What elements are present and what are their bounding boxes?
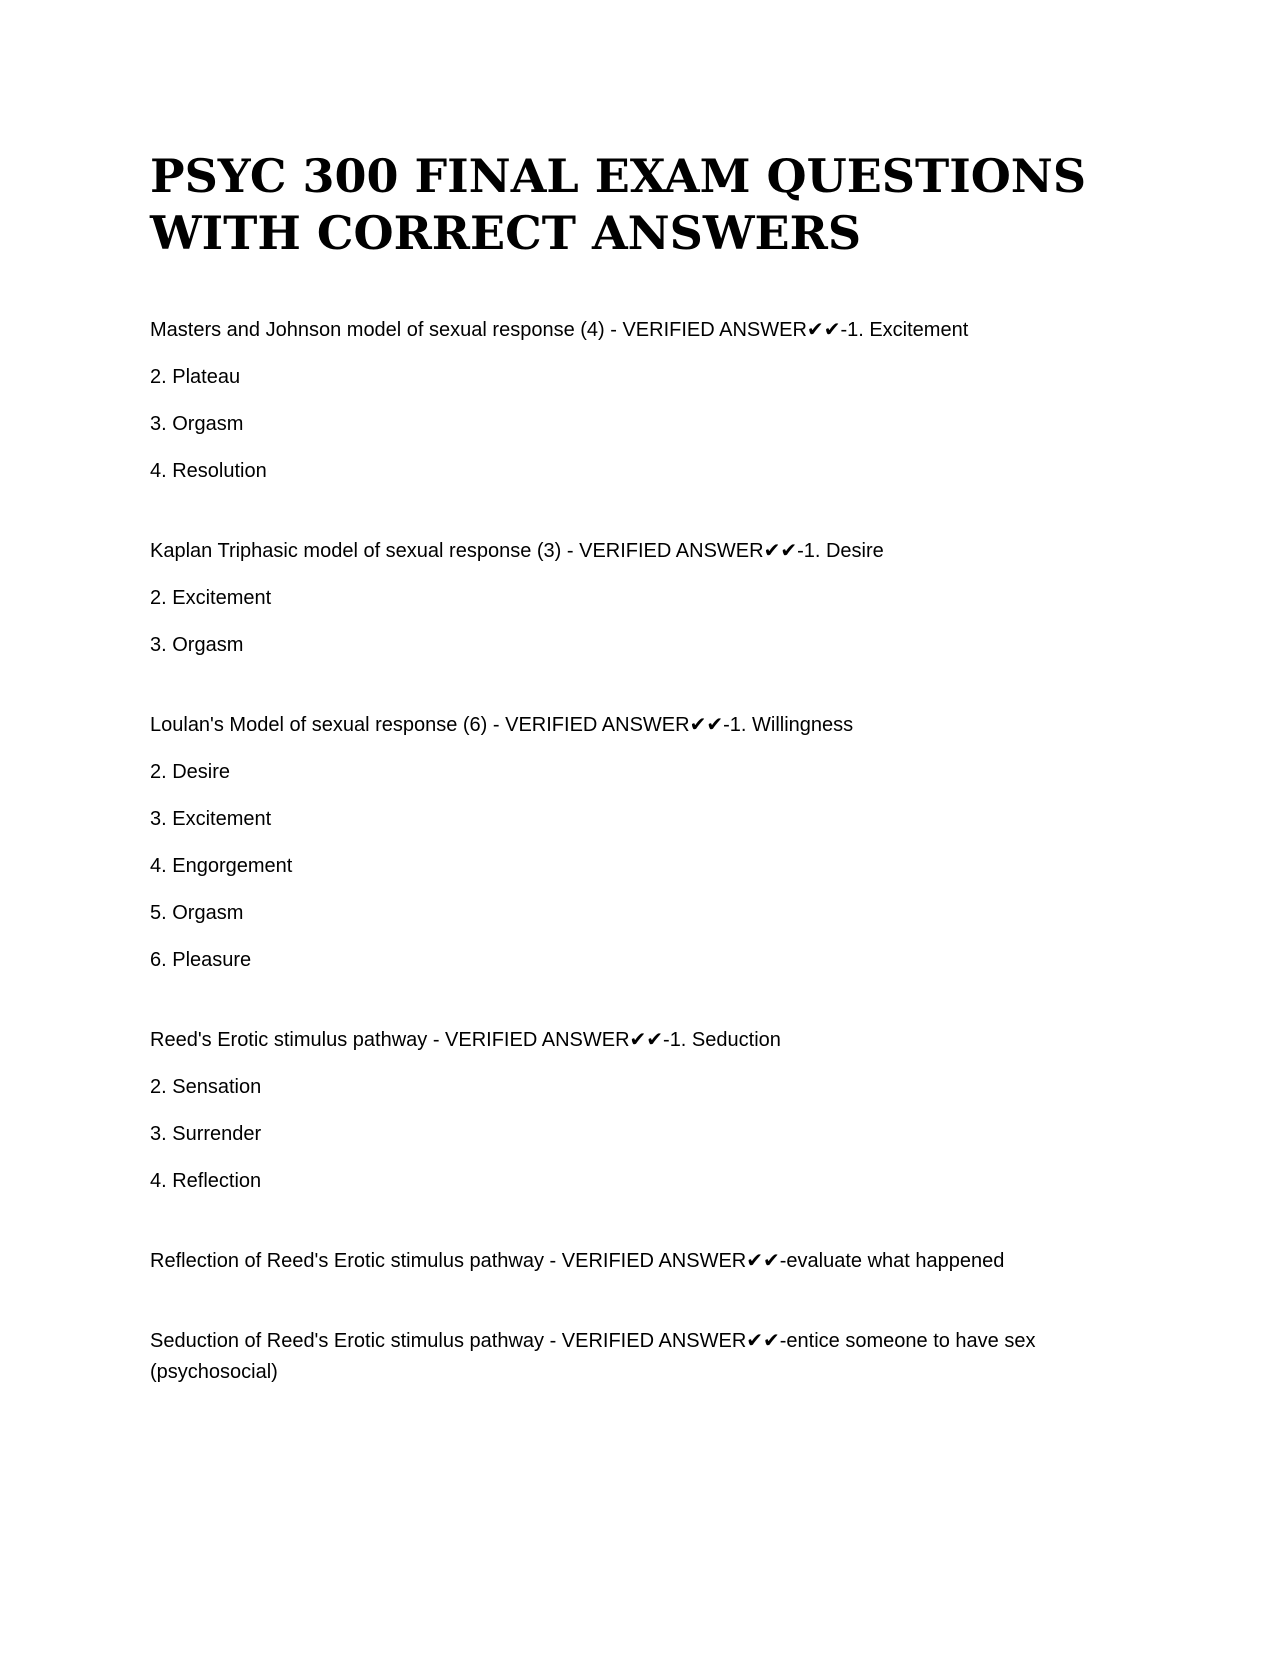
answer-item: 5. Orgasm <box>150 902 244 924</box>
question-text: Seduction of Reed's Erotic stimulus pathway - VERIFIED ANSWER✔✔-entice someone to have sex (psychosocial) <box>150 1330 1036 1383</box>
qa-entry-masters-johnson <box>150 315 1130 487</box>
qa-entry-loulan <box>150 710 1130 976</box>
answer-item: 4. Reflection <box>150 1170 262 1192</box>
qa-entry-seduction <box>150 1326 1130 1388</box>
qa-entry-kaplan <box>150 536 1130 661</box>
title-line: PSYC 300 FINAL EXAM QUESTIONS <box>150 149 1087 203</box>
answer-item: 2. Plateau <box>150 366 241 388</box>
answer-item: 3. Excitement <box>150 808 272 830</box>
question-text: Loulan's Model of sexual response (6) - VERIFIED ANSWER✔✔-1. Willingness <box>150 714 854 736</box>
question-text: Kaplan Triphasic model of sexual response (3) - VERIFIED ANSWER✔✔-1. Desire <box>150 540 884 562</box>
qa-entry-reed-pathway <box>150 1025 1130 1197</box>
answer-item: 2. Sensation <box>150 1076 262 1098</box>
question-text: Reflection of Reed's Erotic stimulus pathway - VERIFIED ANSWER✔✔-evaluate what happened <box>150 1250 1005 1272</box>
title-line: WITH CORRECT ANSWERS <box>150 206 862 260</box>
answer-item: 2. Desire <box>150 761 231 783</box>
answer-item: 4. Engorgement <box>150 855 293 877</box>
document-title <box>150 148 1130 262</box>
answer-item: 4. Resolution <box>150 460 267 482</box>
document-page <box>150 148 1130 1437</box>
answer-item: 6. Pleasure <box>150 949 252 971</box>
answer-item: 3. Orgasm <box>150 413 244 435</box>
answer-item: 3. Surrender <box>150 1123 262 1145</box>
answer-item: 3. Orgasm <box>150 634 244 656</box>
answer-item: 2. Excitement <box>150 587 272 609</box>
qa-entry-reflection <box>150 1246 1130 1277</box>
question-text: Masters and Johnson model of sexual response (4) - VERIFIED ANSWER✔✔-1. Excitement <box>150 319 969 341</box>
question-text: Reed's Erotic stimulus pathway - VERIFIED ANSWER✔✔-1. Seduction <box>150 1029 781 1051</box>
